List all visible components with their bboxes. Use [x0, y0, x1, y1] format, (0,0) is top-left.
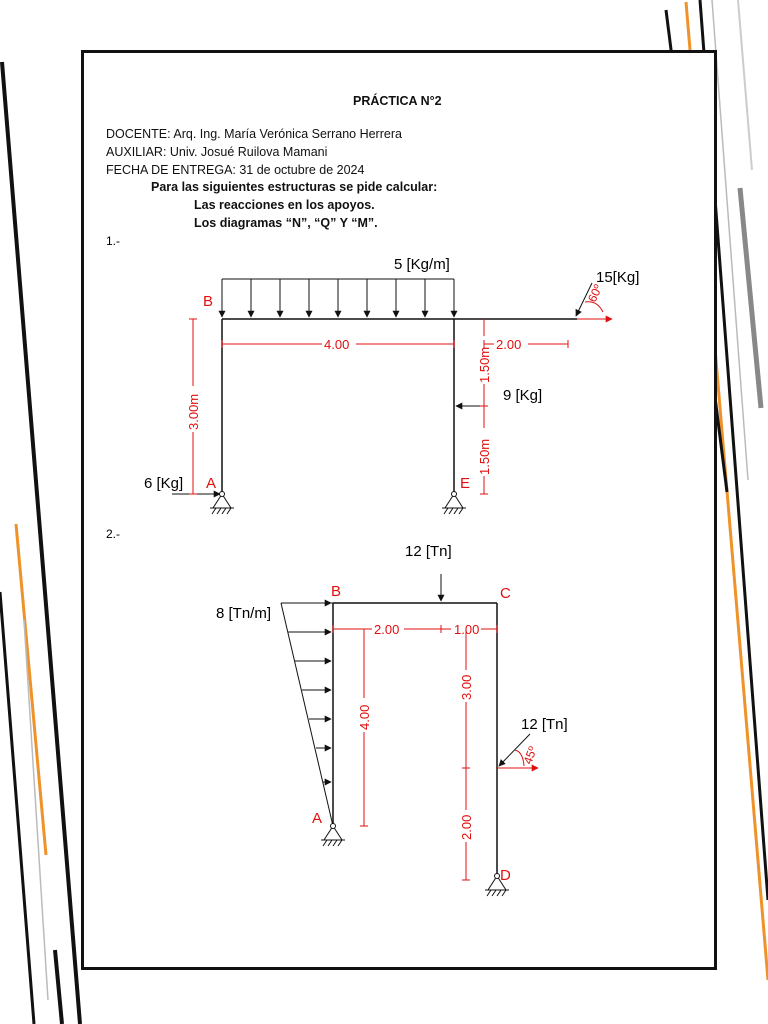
problem1-dim-height: 3.00m	[186, 393, 201, 430]
problem1-frame	[222, 319, 577, 494]
problem1-dim-cant: 2.00	[496, 337, 522, 352]
problem2-node-a: A	[312, 810, 323, 827]
problem2-support-a	[321, 824, 345, 847]
problem2-incl-load-label: 12 [Tn]	[521, 716, 568, 733]
problem2-dimensions	[333, 625, 497, 880]
problem2-node-c: C	[500, 585, 511, 602]
problem2-node-b: B	[331, 583, 342, 600]
problem2-triangular-load	[281, 603, 333, 826]
problem2-dim-lower: 2.00	[459, 814, 474, 840]
assistant-line: AUXILIAR: Univ. Josué Ruilova Mamani	[106, 145, 328, 159]
problem2-tri-load-label: 8 [Tn/m]	[216, 605, 272, 622]
instruction-text: Para las siguientes estructuras se pide calcular:	[151, 180, 438, 194]
problem1-node-e: E	[460, 475, 471, 492]
problem1-angle-label: 60º	[585, 282, 606, 305]
problem1-support-a	[210, 492, 234, 515]
problem1-side-load-label: 9 [Kg]	[503, 387, 543, 404]
problem2-angle-label: 45º	[520, 744, 540, 767]
problem1-left-load-label: 6 [Kg]	[144, 475, 184, 492]
problem1-node-b: B	[203, 293, 214, 310]
problem1-dist-load-label: 5 [Kg/m]	[394, 256, 450, 273]
page-title: PRÁCTICA N°2	[353, 94, 442, 108]
problem1-dim-upper: 1.50m	[477, 346, 492, 383]
problem1-dim-lower: 1.50m	[477, 438, 492, 475]
task-item-reactions: Las reacciones en los apoyos.	[194, 198, 375, 212]
due-date-line: FECHA DE ENTREGA: 31 de octubre de 2024	[106, 163, 365, 177]
problem2-top-load-label: 12 [Tn]	[405, 543, 452, 560]
problem2-dim-col: 4.00	[357, 704, 372, 730]
problem2-dim-right: 1.00	[454, 622, 480, 637]
problem1-distributed-load	[222, 279, 454, 317]
problem2-dim-upper: 3.00	[459, 674, 474, 700]
problem2-dim-left: 2.00	[374, 622, 400, 637]
problem1-node-a: A	[206, 475, 217, 492]
task-item-diagrams: Los diagramas “N”, “Q” Y “M”.	[194, 216, 378, 230]
teacher-line: DOCENTE: Arq. Ing. María Verónica Serrano Herrera	[106, 127, 402, 141]
problem1-dim-span: 4.00	[324, 337, 350, 352]
problem2-number: 2.-	[106, 527, 121, 541]
problem1-support-e	[442, 492, 466, 515]
problem1-point-load-label: 15[Kg]	[596, 269, 640, 286]
problem1-number: 1.-	[106, 234, 121, 248]
problem2-node-d: D	[500, 867, 511, 884]
